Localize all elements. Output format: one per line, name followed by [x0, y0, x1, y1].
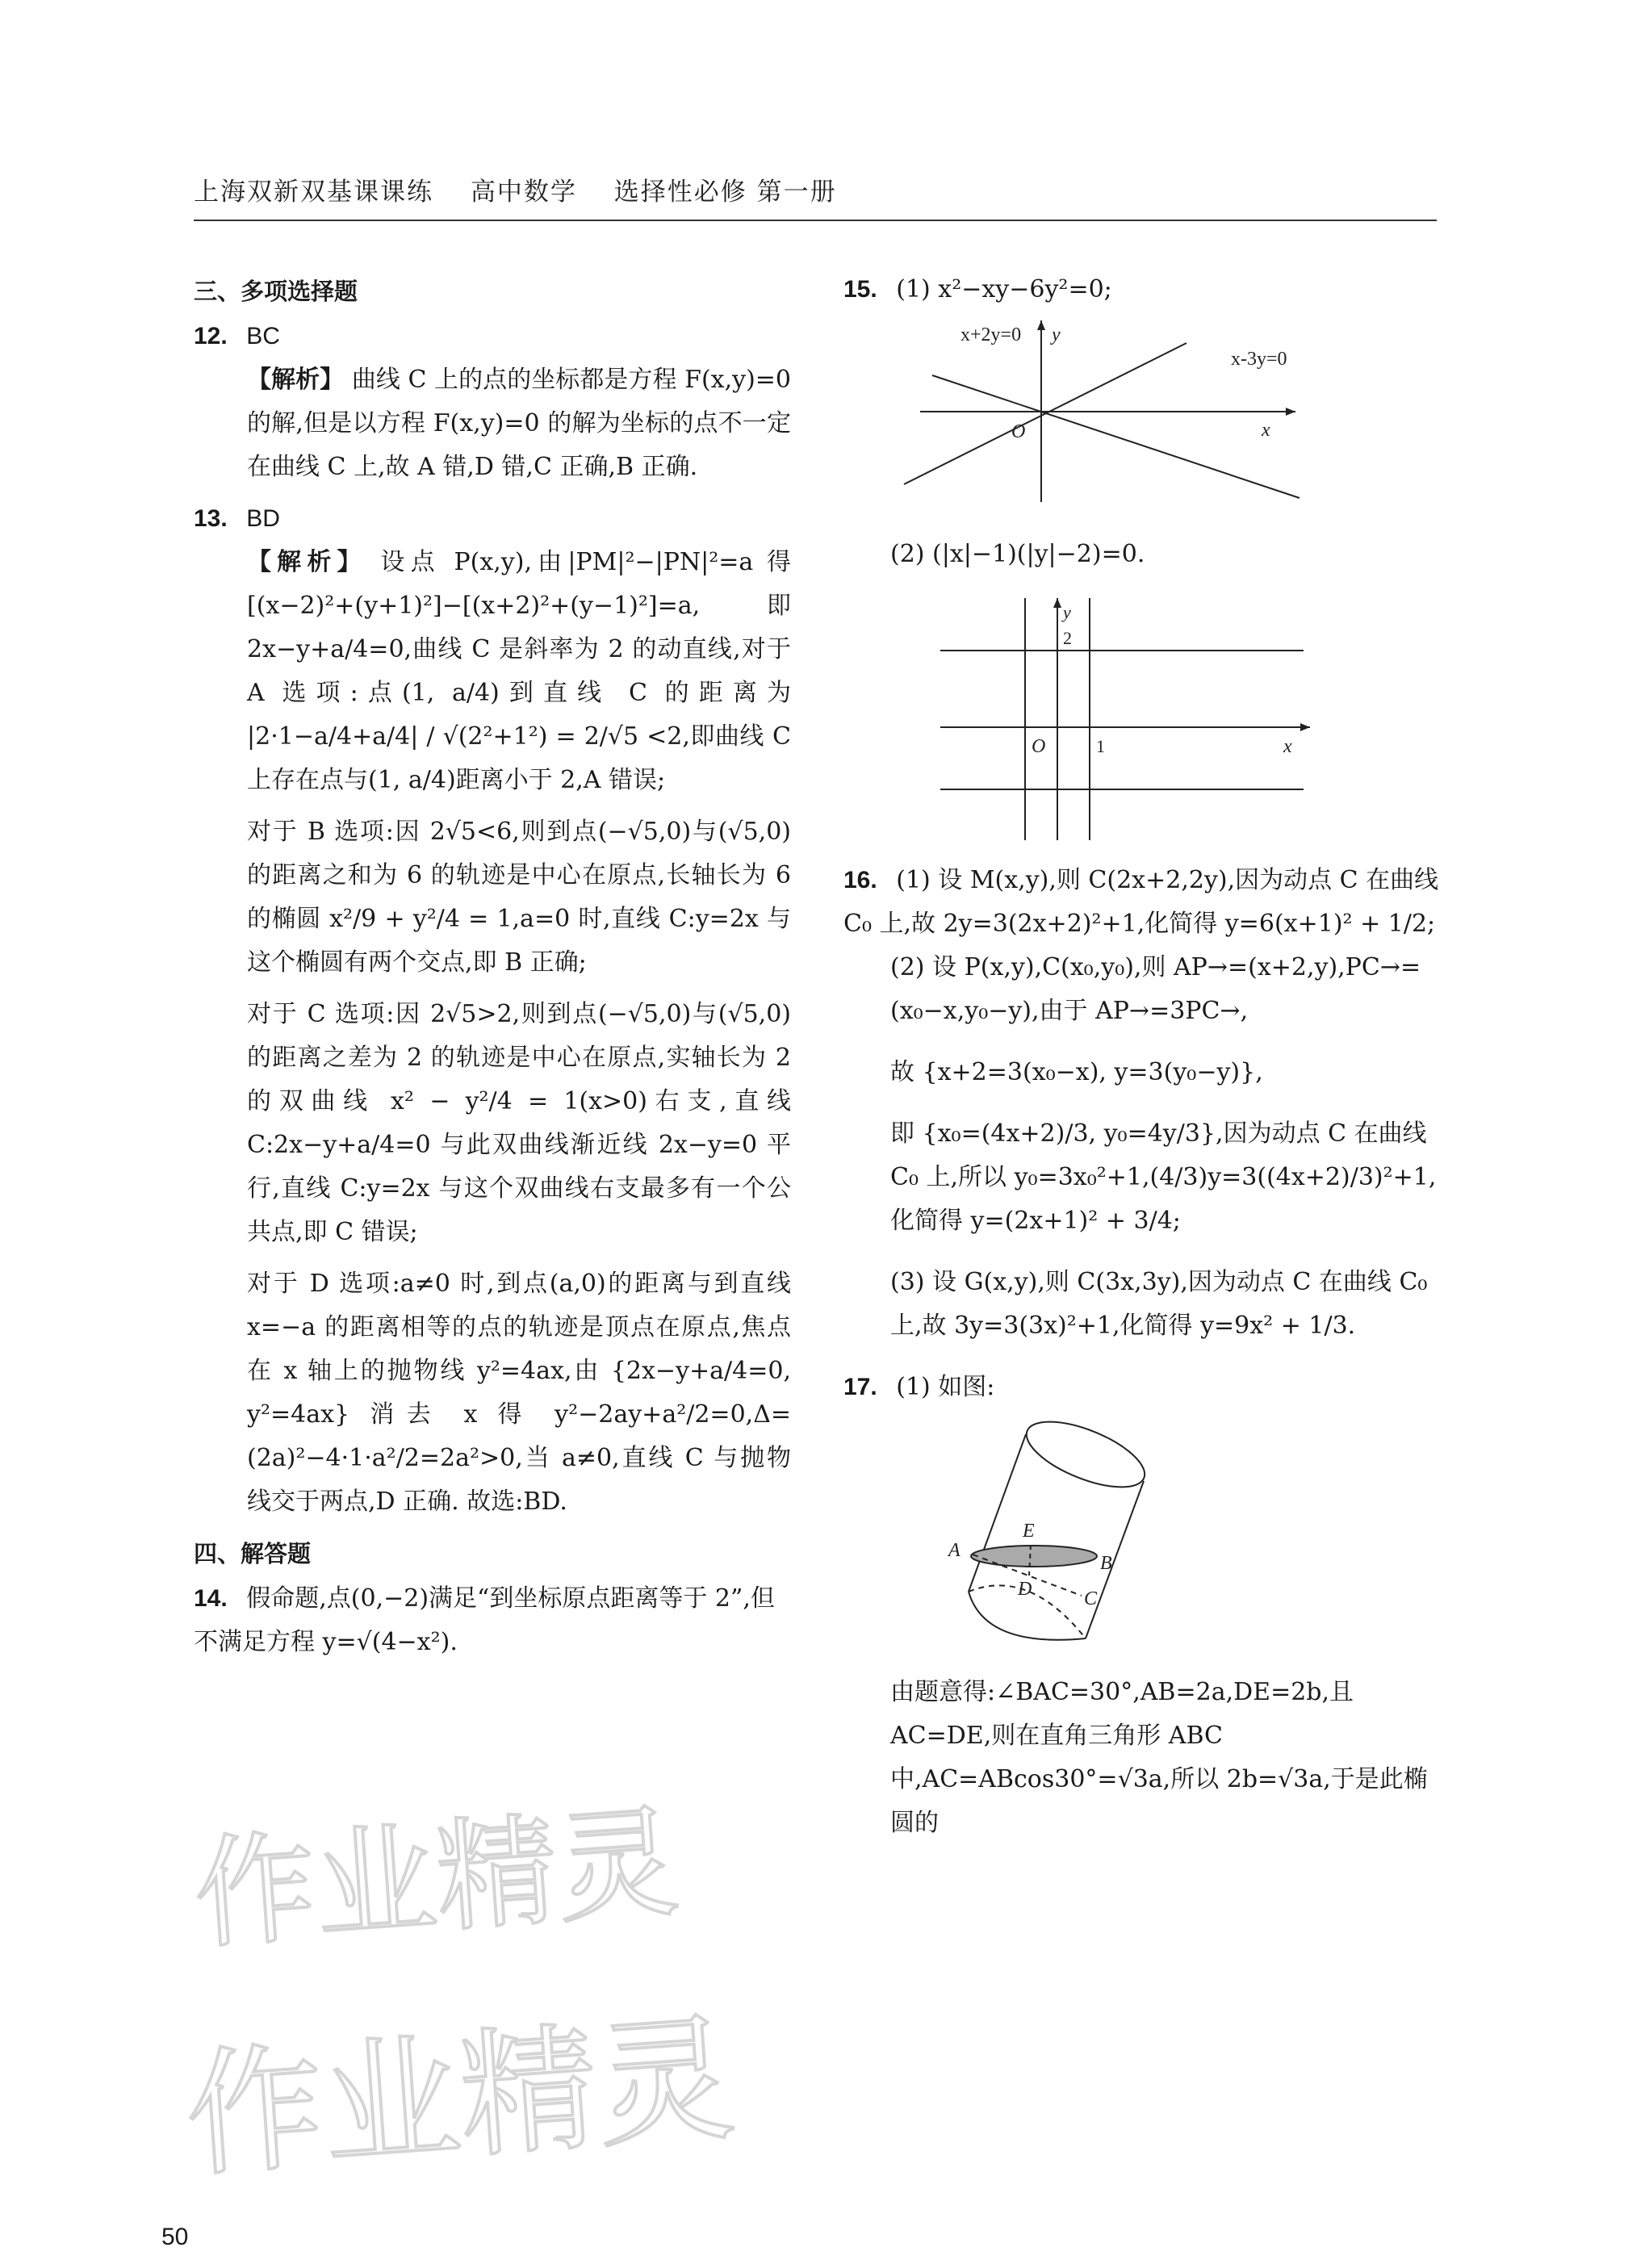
solution-part-3: (3) 设 G(x,y),则 C(3x,3y),因为动点 C 在曲线 C₀ 上,故 3y=3(3x)²+1,化简得 y=9x² + 1/3. — [890, 1268, 1428, 1340]
solution-system: 故 {x+2=3(x₀−x), y=3(y₀−y)}, — [890, 1058, 1263, 1086]
figure-grid-lines — [843, 594, 1441, 844]
question-number: 16. — [843, 867, 877, 893]
question-15-part-2 — [843, 533, 1441, 576]
question-14 — [194, 1577, 791, 1664]
label-axis-y: y — [1063, 602, 1071, 622]
question-13-header — [194, 497, 791, 541]
solution-text: 由题意得:∠BAC=30°,AB=2a,DE=2b,且 AC=DE,则在直角三角形 ABC 中,AC=ABcos30°=√3a,所以 2b=√3a,于是此椭圆的 — [890, 1678, 1428, 1837]
solution-text: (2) 设 P(x,y),C(x₀,y₀),则 AP→=(x+2,y),PC→=(x₀−x,y₀−y),由于 AP→=3PC→, — [890, 953, 1421, 1025]
x-arrow — [1286, 408, 1295, 416]
x-arrow — [1300, 723, 1310, 731]
label-line-x-plus-2y: x+2y=0 — [960, 324, 1022, 345]
analysis-tag: 【解析】 — [247, 366, 345, 394]
solution-text: (1) 设 M(x,y),则 C(2x+2,2y),因为动点 C 在曲线 C₀ 上,故 2y=3(2x+2)²+1,化简得 y=6(x+1)² + 1/2; — [843, 866, 1439, 938]
equation: (2) (|x|−1)(|y|−2)=0. — [890, 540, 1145, 568]
analysis-option-d: 对于 D 选项:a≠0 时,到点(a,0)的距离与到直线 x=−a 的距离相等的点的轨迹是顶点在原点,焦点在 x 轴上的抛物线 y²=4ax,由 {2x−y+a/4=0, y²=4ax} 消去 x 得 y²−2ay+a²/2=0,Δ=(2a)²−4·1·a²/2=2a²>0,当 a≠0,直线 C 与抛物线交于两点,D 正确. 故选:BD. — [247, 1270, 791, 1516]
solution-text: 即 {x₀=(4x+2)/3, y₀=4y/3},因为动点 C 在曲线 C₀ 上,所以 y₀=3x₀²+1,(4/3)y=3((4x+2)/3)²+1,化简得 y=(2x+1)² + 3/4; — [890, 1119, 1437, 1235]
watermark-logo — [180, 1776, 740, 2197]
analysis-option-b: 对于 B 选项:因 2√5<6,则到点(−√5,0)与(√5,0)的距离之和为 6 的轨迹是中心在原点,长轴长为 6 的椭圆 x²/9 + y²/4 = 1,a=0 时,直线 C:y=2x 与这个椭圆有两个交点,即 B 正确; — [247, 818, 791, 977]
section-heading-answer-questions: 四、解答题 — [194, 1540, 312, 1567]
label-point-e: E — [1023, 1521, 1035, 1542]
question-number: 15. — [843, 276, 877, 303]
question-12-header — [194, 315, 791, 358]
analysis-text: 曲线 C 上的点的坐标都是方程 F(x,y)=0 的解,但是以方程 F(x,y)=0 的解为坐标的点不一定在曲线 C 上,故 A 错,D 错,C 正确,B 正确. — [247, 366, 791, 481]
question-number: 17. — [843, 1374, 877, 1400]
label-point-d: D — [1018, 1579, 1032, 1600]
label-origin: O — [1032, 736, 1046, 757]
question-16-part-2 — [843, 946, 1441, 1348]
label-tick-1: 1 — [1096, 736, 1105, 756]
question-13-analysis — [194, 541, 791, 1524]
question-15-part-1 — [843, 268, 1441, 312]
question-17-header — [843, 1366, 1441, 1409]
y-arrow — [1037, 320, 1045, 330]
label-point-b: B — [1100, 1553, 1112, 1574]
label-tick-2: 2 — [1063, 628, 1072, 648]
header-divider — [194, 220, 1437, 221]
analysis-option-a: 设点 P(x,y),由|PM|²−|PN|²=a 得[(x−2)²+(y+1)²]−[(x+2)²+(y−1)²]=a,即 2x−y+a/4=0,曲线 C 是斜率为 2 的动直线,对于 A 选项:点(1, a/4)到直线 C 的距离为 |2·1−a/4+a/4| / √(2²+1²) = 2/√5 <2,即曲线 C 上存在点与(1, a/4)距离小于 2,A 错误; — [247, 548, 792, 794]
label-point-a: A — [948, 1540, 960, 1561]
header-subject: 高中数学 — [470, 178, 577, 207]
label-axis-x: x — [1262, 420, 1270, 441]
question-number: 13. — [194, 505, 228, 532]
y-arrow — [1053, 598, 1061, 608]
analysis-option-c: 对于 C 选项:因 2√5>2,则到点(−√5,0)与(√5,0)的距离之差为 2 的轨迹是中心在原点,实轴长为 2 的双曲线 x² − y²/4 = 1(x>0)右支,直线 C:2x−y+a/4=0 与此双曲线渐近线 2x−y=0 平行,直线 C:y=2x 与这个双曲线右支最多有一个公共点,即 C 错误; — [247, 1000, 791, 1246]
label-line-x-minus-3y: x-3y=0 — [1231, 349, 1287, 370]
analysis-tag: 【解析】 — [247, 548, 367, 576]
header-volume: 选择性必修 第一册 — [613, 178, 837, 207]
question-16-part-1 — [843, 859, 1441, 946]
label-axis-x: x — [1283, 736, 1292, 757]
question-17-intro: (1) 如图: — [896, 1373, 995, 1401]
watermark-text-top: 作业精灵 — [190, 1792, 683, 1966]
figure-cylinder-ellipse — [843, 1414, 1441, 1656]
figure-two-lines — [843, 316, 1441, 518]
header-series: 上海双新双基课课练 — [194, 178, 433, 207]
question-12-analysis — [194, 358, 791, 489]
label-origin: O — [1011, 421, 1026, 442]
section-heading-multiple-choice: 三、多项选择题 — [194, 278, 358, 305]
question-number: 12. — [194, 323, 228, 349]
left-column — [194, 266, 791, 1664]
section-ellipse — [971, 1546, 1097, 1567]
label-axis-y: y — [1052, 324, 1061, 345]
running-header — [194, 171, 1437, 207]
answer: BC — [246, 323, 280, 349]
right-column — [843, 266, 1441, 1863]
cylinder-top — [1018, 1408, 1153, 1500]
cylinder-left-edge — [969, 1434, 1026, 1592]
answer: BD — [246, 505, 280, 532]
watermark-text-bottom: 作业精灵 — [180, 1998, 740, 2197]
label-point-c: C — [1084, 1588, 1098, 1609]
question-14-text: 假命题,点(0,−2)满足“到坐标原点距离等于 2”,但不满足方程 y=√(4−x²). — [194, 1584, 775, 1656]
line-x-minus-3y — [932, 375, 1299, 498]
question-17-solution — [843, 1671, 1441, 1845]
page-number: 50 — [161, 2224, 189, 2250]
equation: (1) x²−xy−6y²=0; — [896, 275, 1112, 303]
question-number: 14. — [194, 1585, 228, 1612]
